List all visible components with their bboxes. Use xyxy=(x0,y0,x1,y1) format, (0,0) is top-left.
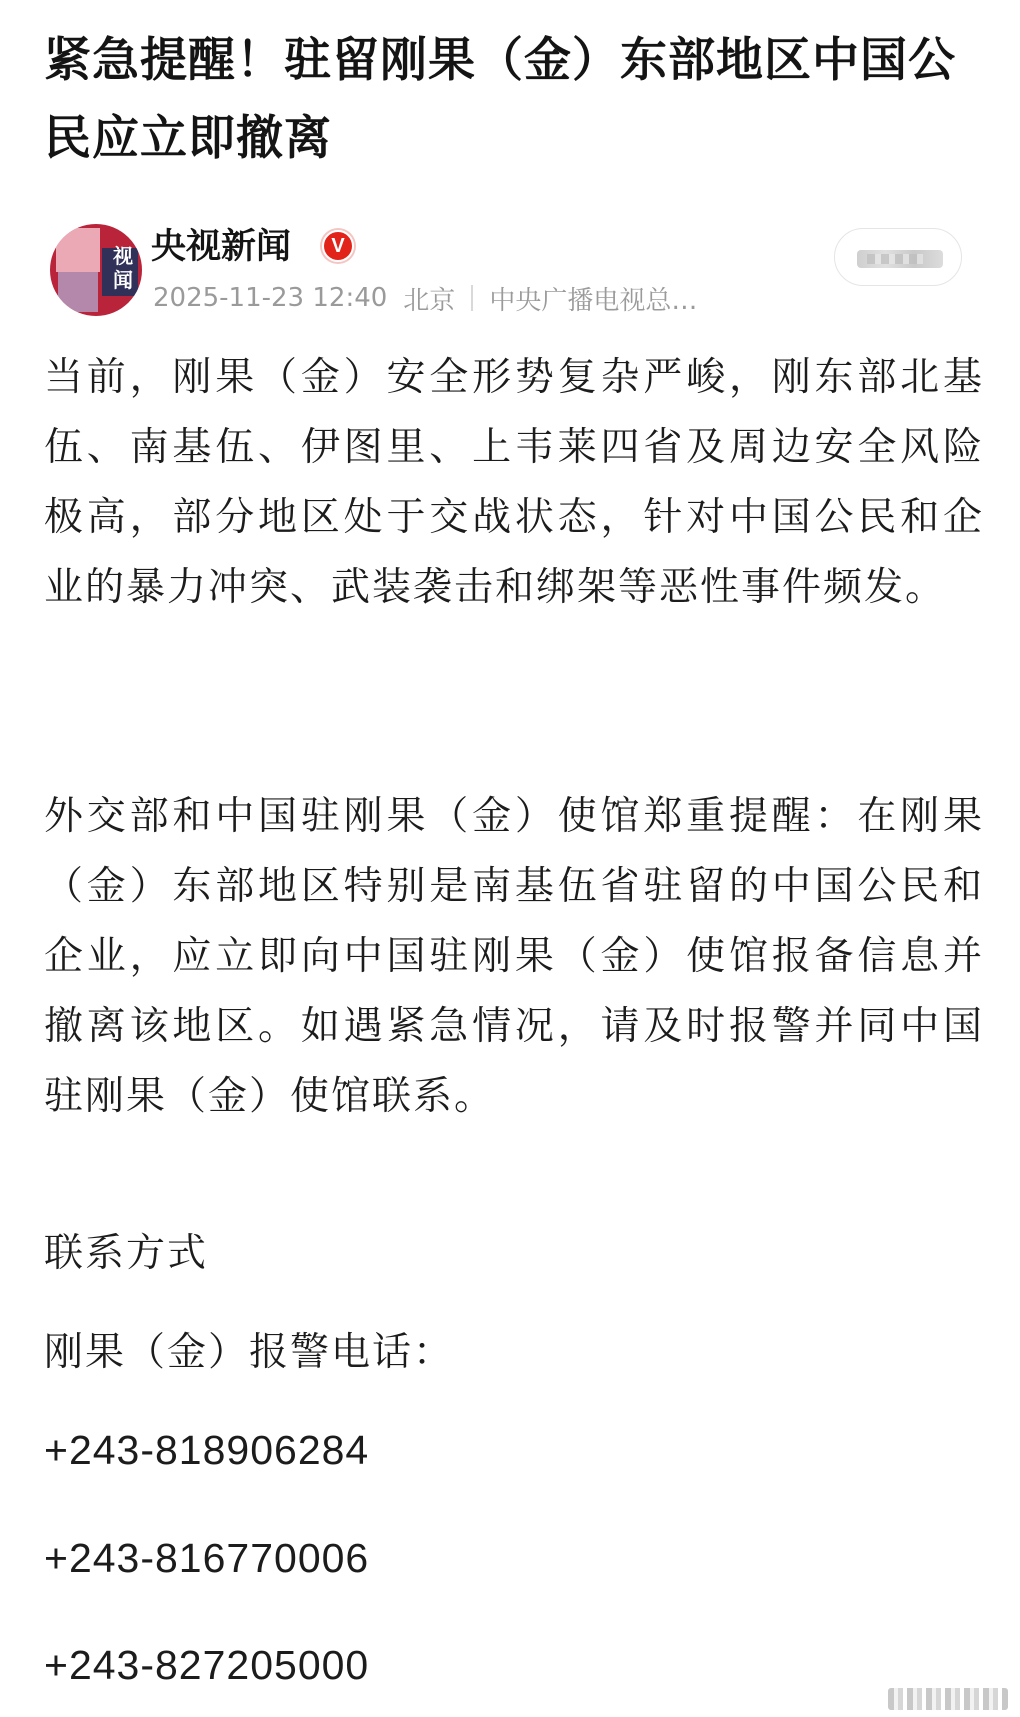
phone-number[interactable]: +243-827205000 xyxy=(44,1642,370,1688)
avatar-blur-region xyxy=(58,272,98,312)
article-paragraph-1: 当前，刚果（金）安全形势复杂严峻，刚东部北基伍、南基伍、伊图里、上韦莱四省及周边安全风险极高，部分地区处于交战状态，针对中国公民和企业的暴力冲突、武装袭击和绑架等恶性事件频发。 xyxy=(44,355,984,610)
phone-number[interactable]: +243-818906284 xyxy=(44,1427,370,1473)
source-watermark xyxy=(888,1688,1008,1710)
avatar-blur-region xyxy=(56,228,100,272)
follow-button-blurred-label xyxy=(857,250,943,268)
follow-button[interactable] xyxy=(834,228,962,286)
author-name[interactable]: 央视新闻 xyxy=(151,227,292,267)
author-avatar[interactable] xyxy=(50,224,142,316)
author-row xyxy=(44,214,984,324)
meta-divider xyxy=(471,285,473,311)
article-paragraph-2: 外交部和中国驻刚果（金）使馆郑重提醒：在刚果（金）东部地区特别是南基伍省驻留的中国公民和企业，应立即向中国驻刚果（金）使馆报备信息并撤离该地区。如遇紧急情况，请及时报警并同中国驻刚果（金）使馆联系。 xyxy=(44,794,984,1119)
article-title: 紧急提醒！驻留刚果（金）东部地区中国公民应立即撤离 xyxy=(44,33,956,166)
phone-number[interactable]: +243-816770006 xyxy=(44,1535,370,1581)
avatar-logo-text: 视闻 xyxy=(113,244,133,292)
article-meta xyxy=(153,280,697,316)
author-source: 中央广播电视总… xyxy=(489,285,698,316)
police-phone-label: 刚果（金）报警电话： xyxy=(44,1330,455,1375)
publish-location: 北京 xyxy=(403,285,456,316)
contact-section-title: 联系方式 xyxy=(44,1231,209,1276)
publish-timestamp: 2025-11-23 12:40 xyxy=(153,283,388,313)
verified-badge-icon: V xyxy=(322,230,354,262)
